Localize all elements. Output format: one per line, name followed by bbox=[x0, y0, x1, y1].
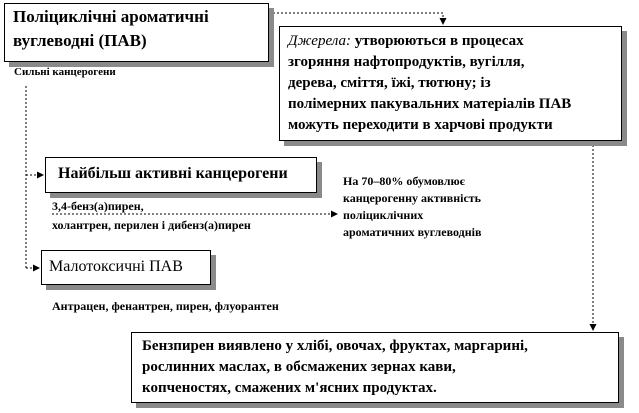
sources-label: Джерела: bbox=[288, 33, 351, 49]
low-toxic-box bbox=[41, 250, 211, 285]
pah-title-line1: Поліциклічні ароматичні bbox=[13, 7, 209, 26]
benzpyrene-box bbox=[131, 332, 619, 403]
most-active-list-line2: холантрен, перилен і дибенз(а)пирен bbox=[52, 218, 251, 232]
share-note-line4: ароматичних вуглеводнів bbox=[343, 225, 482, 239]
benzpyrene-line3: копченостях, смажених м'ясних продуктах. bbox=[142, 380, 437, 396]
benzpyrene-line1: Бензпирен виявлено у хлібі, овочах, фруктах, маргарині, bbox=[142, 338, 528, 354]
share-note-line1: На 70–80% обумовлює bbox=[343, 174, 465, 188]
share-note-line3: поліциклічних bbox=[343, 208, 424, 222]
sources-box bbox=[279, 26, 622, 141]
pah-title-line2: вуглеводні (ПАВ) bbox=[13, 31, 147, 50]
strong-carcinogens-label: Сильні канцерогени bbox=[14, 66, 116, 78]
sources-line3: дерева, сміття, їжі, тютюну; із bbox=[288, 75, 491, 91]
pah-box bbox=[4, 3, 269, 62]
arrow-to-sources bbox=[269, 13, 443, 24]
most-active-box bbox=[45, 157, 317, 193]
benzpyrene-line2: рослинних маслах, в обсмажених зернах кави, bbox=[142, 359, 456, 375]
sources-line2: згоряння нафтопродуктів, вугілля, bbox=[288, 54, 525, 70]
low-toxic-title: Малотоксичні ПАВ bbox=[49, 258, 183, 275]
sources-line5: можуть переходити в харчові продукти bbox=[288, 117, 553, 133]
share-note-line2: канцерогенну активність bbox=[343, 191, 482, 205]
low-toxic-list: Антрацен, фенантрен, пирен, флуорантен bbox=[52, 299, 279, 313]
sources-line4: полімерних пакувальних матеріалів ПАВ bbox=[288, 96, 572, 112]
most-active-title: Найбільш активні канцерогени bbox=[58, 165, 288, 182]
sources-line1 bbox=[288, 33, 524, 50]
most-active-list-line1: 3,4-бенз(а)пирен, bbox=[52, 199, 144, 213]
sources-line1-text: утворюються в процесах bbox=[350, 33, 524, 49]
